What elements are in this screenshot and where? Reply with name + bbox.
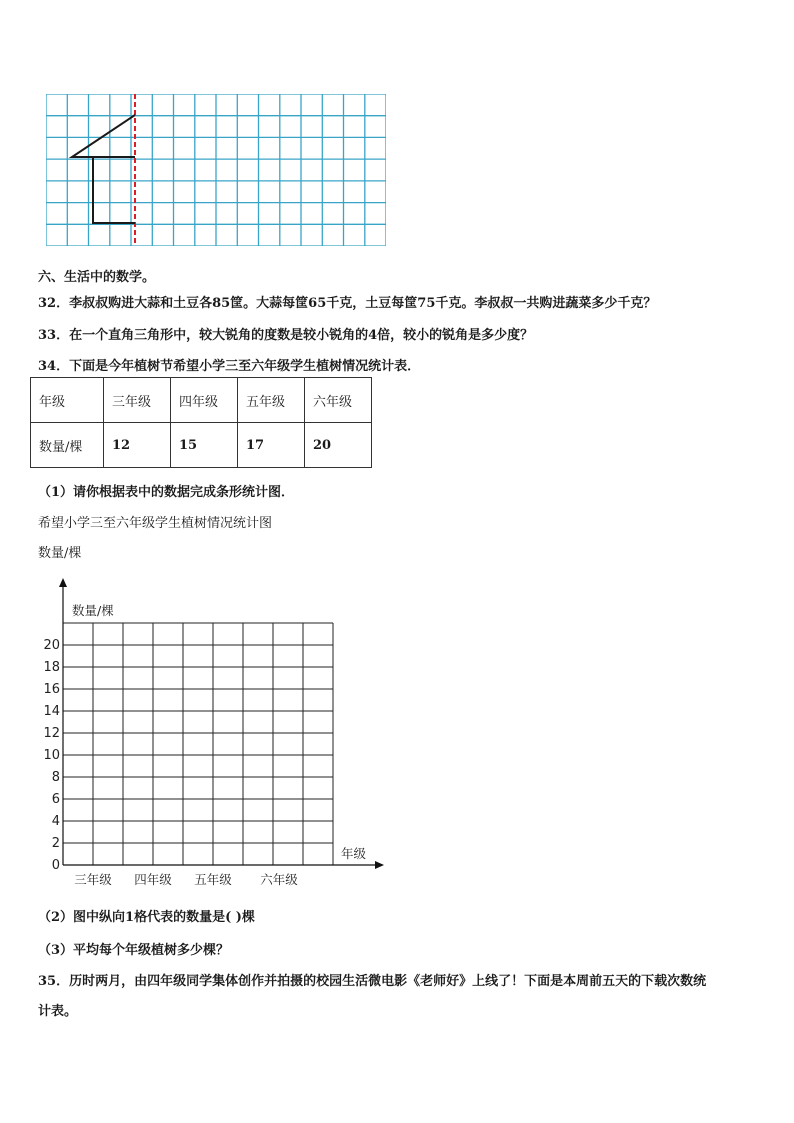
y-tick-label: 4: [51, 814, 60, 829]
question-35-line-1: 35．历时两月，由四年级同学集体创作并拍摄的校园生活微电影《老师好》上线了！下面是本周前五天的下载次数统: [38, 974, 707, 989]
section-title: 六、生活中的数学。: [38, 270, 156, 285]
x-axis-arrow: [375, 861, 384, 869]
question-34: 34．下面是今年植树节希望小学三至六年级学生植树情况统计表．: [38, 359, 421, 374]
half-house-body: [93, 157, 135, 223]
bar-chart-grid: [30, 575, 400, 895]
table-row-label: 数量/棵: [31, 423, 104, 468]
question-34-part-1: （1）请你根据表中的数据完成条形统计图．: [38, 485, 295, 500]
table-count-6: 20: [305, 423, 372, 468]
y-tick-label: 10: [43, 748, 60, 763]
question-33: 33．在一个直角三角形中，较大锐角的度数是较小锐角的4倍，较小的锐角是多少度？: [38, 328, 534, 343]
y-tick-label: 8: [51, 770, 60, 785]
question-32: 32．李叔叔购进大蒜和土豆各85筐。大蒜每筐65千克，土豆每筐75千克。李叔叔一共购进蔬菜多少千克？: [38, 296, 657, 311]
x-category-label: 五年级: [194, 872, 232, 887]
table-grade-3: 三年级: [104, 378, 171, 423]
y-tick-label: 16: [43, 682, 60, 697]
chart-caption: 希望小学三至六年级学生植树情况统计图: [38, 516, 273, 531]
y-tick-label: 14: [43, 704, 60, 719]
table-row-counts: [31, 423, 372, 468]
question-34-part-3: （3）平均每个年级植树多少棵？: [38, 943, 230, 958]
table-row-header: [31, 378, 372, 423]
table-grade-6: 六年级: [305, 378, 372, 423]
x-category-label: 四年级: [134, 872, 172, 887]
y-tick-label: 2: [51, 836, 60, 851]
chart-y-label: 数量/棵: [72, 603, 114, 618]
chart-axes: [59, 578, 384, 869]
table-header-label: 年级: [31, 378, 104, 423]
y-tick-label: 20: [43, 638, 60, 653]
planting-stats-table: [30, 377, 372, 468]
chart-grid: [63, 623, 333, 865]
half-house-shape: [72, 115, 135, 157]
question-34-part-2: （2）图中纵向1格代表的数量是( )棵: [38, 910, 255, 925]
x-category-labels: [74, 872, 298, 887]
x-category-label: 三年级: [74, 872, 112, 887]
table-count-4: 15: [171, 423, 238, 468]
question-35-line-2: 计表。: [38, 1004, 78, 1019]
y-tick-label: 18: [43, 660, 60, 675]
y-tick-label: 6: [51, 792, 60, 807]
table-count-5: 17: [238, 423, 305, 468]
chart-x-label: 年级: [341, 846, 367, 861]
symmetry-grid-figure: [46, 94, 386, 246]
y-tick-labels: [43, 638, 60, 873]
table-count-3: 12: [104, 423, 171, 468]
chart-unit-caption: 数量/棵: [38, 546, 82, 561]
x-category-label: 六年级: [260, 872, 298, 887]
y-axis-arrow: [59, 578, 67, 587]
table-grade-4: 四年级: [171, 378, 238, 423]
table-grade-5: 五年级: [238, 378, 305, 423]
y-tick-label: 12: [43, 726, 60, 741]
y-tick-label: 0: [51, 858, 60, 873]
